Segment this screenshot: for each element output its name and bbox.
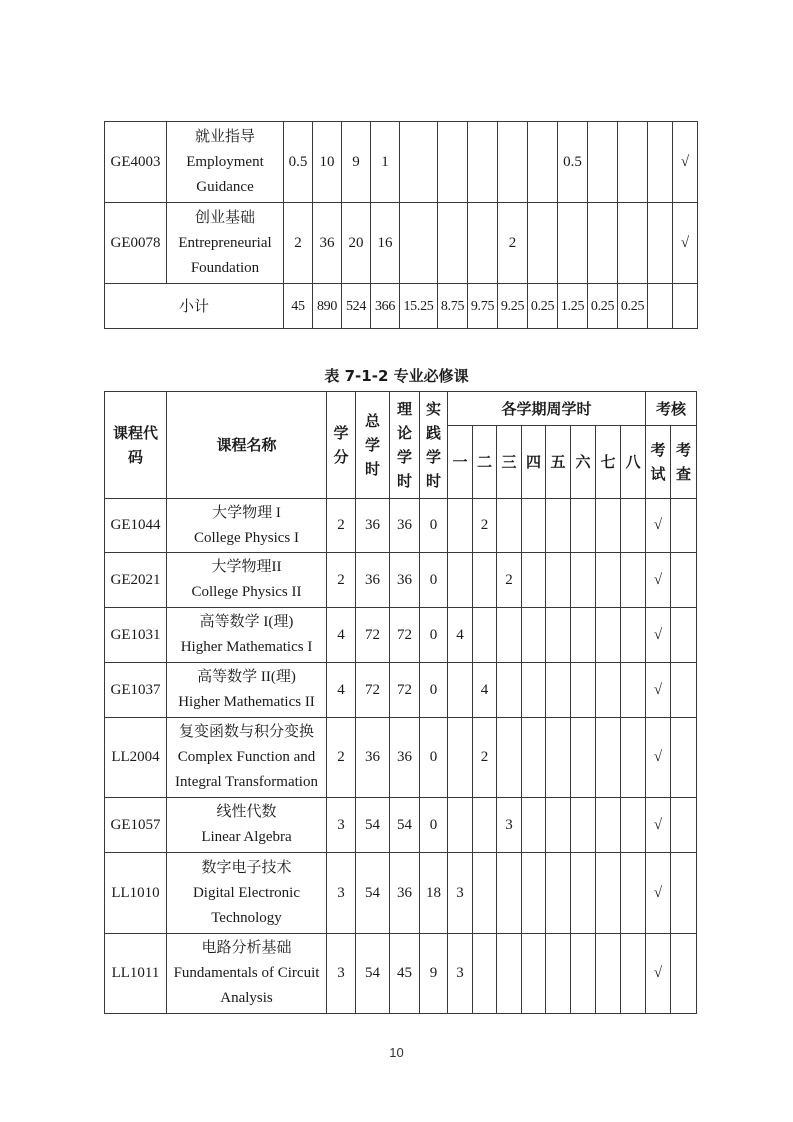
table-row [105, 798, 697, 853]
term-6-hours: 1.25 [558, 284, 588, 329]
header-credit: 学 分 [327, 392, 356, 499]
header-term-1: 一 [448, 426, 473, 499]
term-1-hours: 3 [448, 853, 473, 934]
name-line: College Physics I [194, 529, 299, 546]
term-5-hours [546, 608, 571, 663]
practice-hours: 16 [371, 203, 400, 284]
check-mark [671, 853, 697, 934]
term-3-hours: 2 [497, 553, 522, 608]
term-3-hours [468, 122, 498, 203]
total-hours: 36 [313, 203, 342, 284]
term-4-hours [522, 798, 546, 853]
check-mark: √ [673, 203, 698, 284]
term-6-hours [558, 203, 588, 284]
theory-hours: 524 [342, 284, 371, 329]
term-7-hours [588, 122, 618, 203]
practice-hours: 366 [371, 284, 400, 329]
practice-hours: 9 [420, 934, 448, 1014]
credit: 45 [284, 284, 313, 329]
term-1-hours [448, 663, 473, 718]
course-name [167, 798, 327, 853]
term-5-hours [528, 203, 558, 284]
header-term-5: 五 [546, 426, 571, 499]
term-7-hours [596, 499, 621, 553]
term-8-hours: 0.25 [618, 284, 648, 329]
theory-hours: 9 [342, 122, 371, 203]
course-code: GE1044 [105, 499, 167, 553]
theory-hours: 54 [390, 798, 420, 853]
credit: 4 [327, 608, 356, 663]
practice-hours: 1 [371, 122, 400, 203]
term-1-hours [448, 718, 473, 798]
term-3-hours: 3 [497, 798, 522, 853]
term-3-hours: 9.75 [468, 284, 498, 329]
name-line: 复变函数与积分变换 [178, 724, 314, 740]
practice-hours: 0 [420, 718, 448, 798]
name-line: Guidance [196, 178, 254, 195]
course-name [167, 663, 327, 718]
check-mark [673, 284, 698, 329]
course-name [167, 499, 327, 553]
term-4-hours [522, 934, 546, 1014]
header-course-code: 课程代 码 [105, 392, 167, 499]
check-mark [671, 499, 697, 553]
header-weekly-hours-per-term: 各学期周学时 [448, 392, 646, 426]
term-7-hours [596, 853, 621, 934]
credit: 3 [327, 934, 356, 1014]
exam-mark [648, 203, 673, 284]
term-4-hours [522, 853, 546, 934]
check-mark: √ [673, 122, 698, 203]
term-2-hours: 2 [473, 499, 497, 553]
term-3-hours [497, 853, 522, 934]
term-1-hours: 3 [448, 934, 473, 1014]
total-hours: 10 [313, 122, 342, 203]
check-mark [671, 608, 697, 663]
term-6-hours [571, 553, 596, 608]
term-5-hours [546, 798, 571, 853]
total-hours: 72 [356, 663, 390, 718]
check-mark [671, 934, 697, 1014]
term-7-hours [588, 203, 618, 284]
name-line: 数字电子技术 [201, 859, 292, 876]
practice-hours: 0 [420, 553, 448, 608]
term-2-hours [438, 203, 468, 284]
subtotal-label: 小计 [105, 284, 284, 329]
check-mark [671, 663, 697, 718]
general-courses-table-continuation [104, 121, 698, 329]
term-8-hours [621, 718, 646, 798]
credit: 2 [327, 499, 356, 553]
exam-mark: √ [646, 553, 671, 608]
term-2-hours: 2 [473, 718, 497, 798]
table-row [105, 853, 697, 934]
course-name [167, 122, 284, 203]
total-hours: 54 [356, 934, 390, 1014]
term-3-hours [497, 499, 522, 553]
term-5-hours [546, 663, 571, 718]
term-4-hours [522, 608, 546, 663]
name-line: Fundamentals of Circuit [173, 965, 320, 981]
name-line: Technology [211, 909, 282, 926]
term-8-hours [621, 798, 646, 853]
course-code: GE4003 [105, 122, 167, 203]
practice-hours: 0 [420, 499, 448, 553]
term-4-hours: 9.25 [498, 284, 528, 329]
practice-hours: 0 [420, 608, 448, 663]
table-row [105, 608, 697, 663]
course-name [167, 553, 327, 608]
exam-mark: √ [646, 663, 671, 718]
term-1-hours [448, 798, 473, 853]
term-7-hours: 0.25 [588, 284, 618, 329]
course-code: LL1010 [105, 853, 167, 934]
term-2-hours [473, 853, 497, 934]
theory-hours: 72 [390, 608, 420, 663]
header-assessment: 考核 [646, 392, 697, 426]
theory-hours: 20 [342, 203, 371, 284]
term-3-hours [497, 718, 522, 798]
term-2-hours: 8.75 [438, 284, 468, 329]
name-line: Digital Electronic [192, 884, 301, 901]
term-1-hours [400, 203, 438, 284]
term-7-hours [596, 608, 621, 663]
credit: 0.5 [284, 122, 313, 203]
term-2-hours [473, 798, 497, 853]
term-6-hours [571, 718, 596, 798]
term-2-hours [438, 122, 468, 203]
exam-mark [648, 122, 673, 203]
term-3-hours [497, 608, 522, 663]
course-code: LL1011 [105, 934, 167, 1014]
term-4-hours [522, 663, 546, 718]
table-row [105, 553, 697, 608]
name-line: College Physics II [191, 584, 302, 600]
term-4-hours: 2 [498, 203, 528, 284]
course-name [167, 718, 327, 798]
credit: 2 [284, 203, 313, 284]
name-line: Complex Function and [177, 749, 316, 765]
term-5-hours [546, 853, 571, 934]
table-row [105, 499, 697, 553]
exam-mark: √ [646, 499, 671, 553]
term-5-hours [546, 718, 571, 798]
term-8-hours [621, 553, 646, 608]
term-7-hours [596, 718, 621, 798]
practice-hours: 18 [420, 853, 448, 934]
header-term-4: 四 [522, 426, 546, 499]
header-course-name: 课程名称 [167, 392, 327, 499]
name-line: 线性代数 [216, 804, 277, 820]
header-term-7: 七 [596, 426, 621, 499]
total-hours: 36 [356, 553, 390, 608]
theory-hours: 36 [390, 718, 420, 798]
exam-mark: √ [646, 798, 671, 853]
total-hours: 36 [356, 718, 390, 798]
term-8-hours [621, 934, 646, 1014]
term-6-hours [571, 499, 596, 553]
theory-hours: 45 [390, 934, 420, 1014]
total-hours: 36 [356, 499, 390, 553]
term-8-hours [618, 203, 648, 284]
credit: 3 [327, 798, 356, 853]
page-number: 10 [389, 1045, 404, 1060]
exam-mark: √ [646, 718, 671, 798]
name-line: 电路分析基础 [201, 940, 292, 956]
term-7-hours [596, 553, 621, 608]
theory-hours: 36 [390, 553, 420, 608]
exam-mark: √ [646, 608, 671, 663]
term-6-hours [571, 608, 596, 663]
exam-mark: √ [646, 853, 671, 934]
name-line: Foundation [190, 259, 260, 276]
term-3-hours [497, 934, 522, 1014]
name-line: Higher Mathematics II [178, 694, 315, 710]
total-hours: 54 [356, 853, 390, 934]
name-line: Integral Transformation [175, 774, 318, 790]
term-1-hours [400, 122, 438, 203]
header-exam: 考 试 [646, 426, 671, 499]
name-line: Linear Algebra [201, 829, 292, 845]
course-code: LL2004 [105, 718, 167, 798]
term-8-hours [621, 853, 646, 934]
practice-hours: 0 [420, 798, 448, 853]
header-term-3: 三 [497, 426, 522, 499]
course-code: GE0078 [105, 203, 167, 284]
course-name [167, 203, 284, 284]
term-8-hours [618, 122, 648, 203]
table-row [105, 718, 697, 798]
credit: 2 [327, 718, 356, 798]
term-6-hours [571, 663, 596, 718]
term-5-hours [546, 553, 571, 608]
name-line: Higher Mathematics I [180, 639, 313, 655]
term-3-hours [468, 203, 498, 284]
term-5-hours [528, 122, 558, 203]
theory-hours: 36 [390, 853, 420, 934]
course-name [167, 934, 327, 1014]
term-8-hours [621, 663, 646, 718]
course-code: GE1037 [105, 663, 167, 718]
header-term-2: 二 [473, 426, 497, 499]
course-code: GE1057 [105, 798, 167, 853]
name-line: 大学物理 I [212, 504, 281, 521]
term-5-hours [546, 499, 571, 553]
name-line: Entrepreneurial [178, 234, 272, 251]
check-mark [671, 553, 697, 608]
term-1-hours: 4 [448, 608, 473, 663]
term-5-hours: 0.25 [528, 284, 558, 329]
credit: 2 [327, 553, 356, 608]
exam-mark [648, 284, 673, 329]
name-line: 高等数学 I(理) [199, 614, 294, 630]
total-hours: 890 [313, 284, 342, 329]
exam-mark: √ [646, 934, 671, 1014]
practice-hours: 0 [420, 663, 448, 718]
name-line: Employment [186, 153, 264, 170]
course-name [167, 853, 327, 934]
header-term-8: 八 [621, 426, 646, 499]
header-theory-hours: 理 论 学 时 [390, 392, 420, 499]
term-8-hours [621, 499, 646, 553]
term-6-hours [571, 853, 596, 934]
term-6-hours [571, 798, 596, 853]
term-2-hours: 4 [473, 663, 497, 718]
term-4-hours [498, 122, 528, 203]
term-5-hours [546, 934, 571, 1014]
term-7-hours [596, 798, 621, 853]
check-mark [671, 718, 697, 798]
term-1-hours [448, 499, 473, 553]
header-total-hours: 总 学 时 [356, 392, 390, 499]
table-row [105, 203, 698, 284]
term-8-hours [621, 608, 646, 663]
term-3-hours [497, 663, 522, 718]
term-1-hours [448, 553, 473, 608]
name-line: 就业指导 [194, 128, 255, 145]
term-6-hours: 0.5 [558, 122, 588, 203]
term-6-hours [571, 934, 596, 1014]
theory-hours: 72 [390, 663, 420, 718]
major-required-courses-table [104, 391, 697, 1014]
name-line: 大学物理II [211, 559, 282, 575]
term-4-hours [522, 553, 546, 608]
credit: 4 [327, 663, 356, 718]
table-row [105, 663, 697, 718]
table-row [105, 122, 698, 203]
term-7-hours [596, 934, 621, 1014]
header-practice-hours: 实 践 学 时 [420, 392, 448, 499]
name-line: 高等数学 II(理) [197, 669, 296, 685]
table-row [105, 934, 697, 1014]
name-line: 创业基础 [194, 209, 255, 226]
term-4-hours [522, 499, 546, 553]
theory-hours: 36 [390, 499, 420, 553]
header-check: 考 查 [671, 426, 697, 499]
credit: 3 [327, 853, 356, 934]
term-4-hours [522, 718, 546, 798]
check-mark [671, 798, 697, 853]
total-hours: 54 [356, 798, 390, 853]
term-2-hours [473, 934, 497, 1014]
header-term-6: 六 [571, 426, 596, 499]
name-line: Analysis [220, 990, 273, 1006]
term-7-hours [596, 663, 621, 718]
term-2-hours [473, 553, 497, 608]
term-2-hours [473, 608, 497, 663]
course-code: GE2021 [105, 553, 167, 608]
course-code: GE1031 [105, 608, 167, 663]
term-1-hours: 15.25 [400, 284, 438, 329]
course-name [167, 608, 327, 663]
table-title: 表 7-1-2 专业必修课 [324, 367, 469, 385]
subtotal-row [105, 284, 698, 329]
total-hours: 72 [356, 608, 390, 663]
